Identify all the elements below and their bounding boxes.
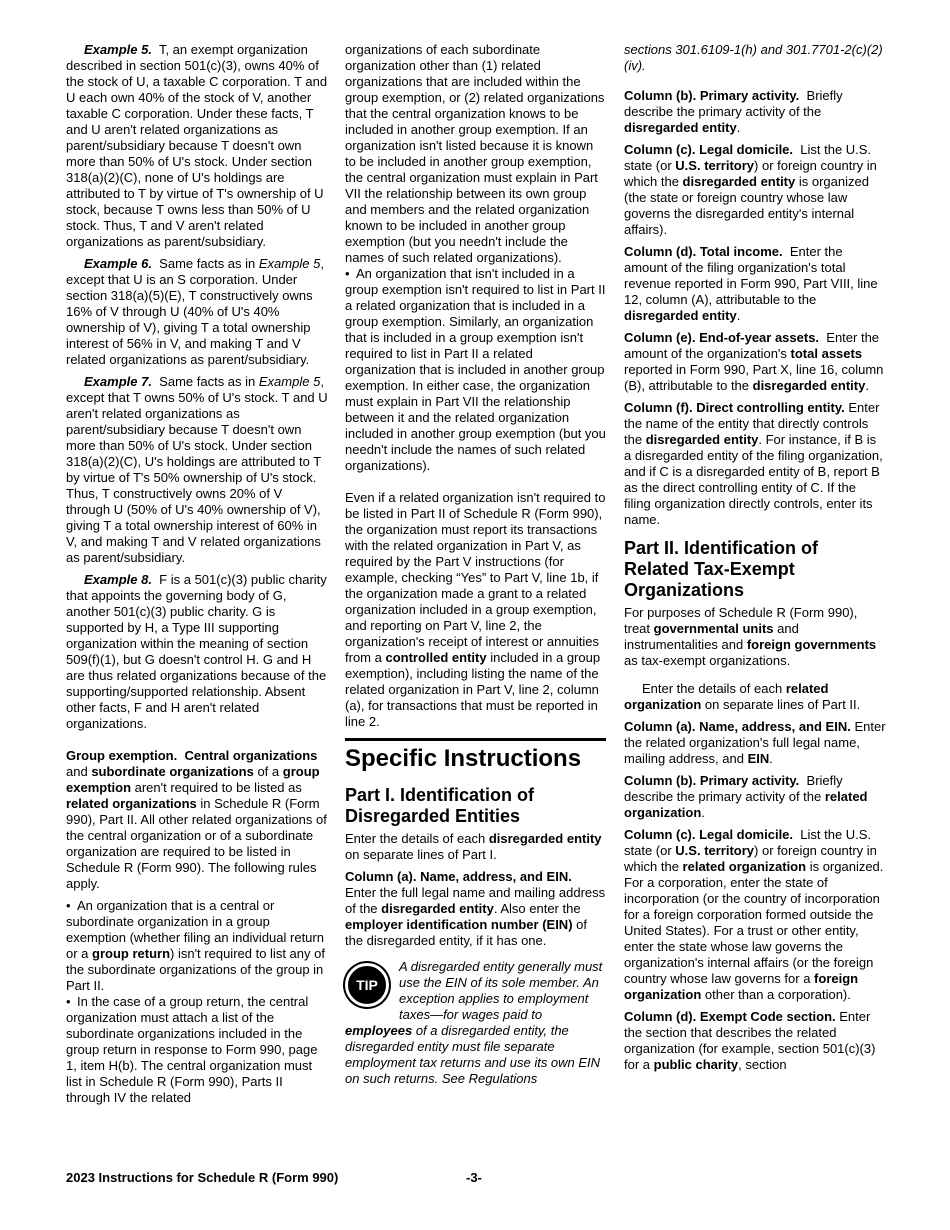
paragraph: Even if a related organization isn't required to be listed in Part II of Schedule R (Form 990), the organization must report its transactions with the related organization in Part V, as required by the Part V instructions (for example, checking “Yes” to Part V, line 1b, if the organization made a grant to a related organization included in a group exemption, and reporting on Part V, line 2, the organization's receipt of interest or annuities from a controlled entity included in a group exemption), including listing the name of the related organization in Part V, line 2, column (a), for transactions that must be reported in line 2. <box>345 490 606 729</box>
column-c-instructions: Column (c). Legal domicile. List the U.S. state (or U.S. territory) or foreign country in which the related organization is organized. For a corporation, enter the state of incorporation (or the country of incorporation for a foreign corporation formed outside the United States). For a trust or other entity, enter the state whose law governs the organization's internal affairs (or the foreign country whose law governs for a foreign organization other than a corporation). <box>624 827 884 1002</box>
part-heading: Part I. Identification of Disregarded Entities <box>345 785 535 826</box>
footer-title: 2023 Instructions for Schedule R (Form 990) <box>66 1170 339 1185</box>
column-f-instructions: Column (f). Direct controlling entity. Enter the name of the entity that directly controls the disregarded entity. For instance, if B is a disregarded entity of the filing organization, and if C is a disregarded entity of B, report B as the direct controlling entity of C. If the filing organization directly controls, enter its name. <box>624 400 883 527</box>
paragraph: organizations of each subordinate organization other than (1) related organizations that are included within the group exemption, or (2) related organizations that the central organization knows to be included in another group exemption. If an organization isn't listed because it is known to be included in another group exemption, the central organization must explain in Part VII the relationship between its own group and members and the related organization known to be included in another group exemption (but you needn't include the names of such related organizations). <box>345 42 605 265</box>
bullet-icon: • <box>66 898 71 913</box>
column-d-instructions: Column (d). Exempt Code section. Enter the section that describes the related organization (for example, section 501(c)(3) for a public charity, section <box>624 1009 876 1072</box>
paragraph: sections 301.6109-1(h) and 301.7701-2(c)(2)(iv). <box>624 42 883 73</box>
paragraph: Enter the details of each disregarded entity on separate lines of Part I. <box>345 831 602 862</box>
paragraph: Enter the details of each related organization on separate lines of Part II. <box>624 681 861 712</box>
paragraph: For purposes of Schedule R (Form 990), treat governmental units and instrumentalities and foreign governments as tax-exempt organizations. <box>624 605 877 668</box>
example-7: Example 7. Same facts as in Example 5, except that T owns 50% of U's stock. T and U aren't related organizations as parent/subsidiary because T doesn't own more than 50% of U's stock. Under section 318(a)(2)(C), U's holdings are attributed to T by virtue of T's 50% ownership of U's stock. Thus, T constructively owns 20% of V through U (50% of U's 40% ownership of V), giving T a total ownership interest of 60% in V, and making T and V related organizations as parent/subsidiary. <box>66 374 328 565</box>
bullet-item: • In the case of a group return, the central organization must attach a list of the subordinate organizations included in the group return in response to Form 990, page 1, item H(b). The central organization must list in Schedule R (Form 990), Parts II through IV the related <box>66 994 318 1105</box>
column-a-instructions: Column (a). Name, address, and EIN. Enter the related organization's full legal name, mailing address, and EIN. <box>624 719 886 766</box>
column-middle <box>345 42 606 1087</box>
column-b-instructions: Column (b). Primary activity. Briefly describe the primary activity of the related organization. <box>624 773 868 820</box>
bullet-item: • An organization that isn't included in a group exemption isn't required to list in Part II a related organization that is included in a group exemption. Similarly, an organization that is included in a group exemption isn't required to list in Part II a related organization that is included in another group exemption. In either case, the organization must explain in Part VII the relationship between it and the related organization included in another group exemption (but you needn't include the names of such related organizations). <box>345 266 606 473</box>
tip-icon: TIP <box>345 963 389 1007</box>
part-heading: Part II. Identification of Related Tax-Exempt Organizations <box>624 538 819 600</box>
tip-box: TIP A disregarded entity generally must use the EIN of its sole member. An exception applies to employment taxes—for wages paid to employees of a disregarded entity, the disregarded entity must file separate employment tax returns and use its own EIN on such returns. See Regulations <box>345 959 603 1086</box>
bullet-icon: • <box>345 266 350 281</box>
page-number: -3- <box>466 1170 482 1185</box>
column-e-instructions: Column (e). End-of-year assets. Enter the amount of the organization's total assets reported in Form 990, Part X, line 16, column (B), attributable to the disregarded entity. <box>624 330 884 393</box>
bullet-icon: • <box>66 994 71 1009</box>
section-heading: Specific Instructions <box>345 738 606 773</box>
column-right <box>624 42 886 1079</box>
column-left <box>66 42 328 1112</box>
column-d-instructions: Column (d). Total income. Enter the amount of the filing organization's total revenue reported in Form 990, Part VIII, line 12, column (A), attributable to the disregarded entity. <box>624 244 878 323</box>
column-a-instructions: Column (a). Name, address, and EIN. Enter the full legal name and mailing address of the disregarded entity. Also enter the employer identification number (EIN) of the disregarded entity, if it has one. <box>345 869 606 948</box>
bullet-item: • An organization that is a central or subordinate organization in a group exemption (whether filing an individual return or a group return) isn't required to list any of the subordinate organizations of the group in Part II. <box>66 898 325 993</box>
group-exemption: Group exemption. Central organizations and subordinate organizations of a group exemption aren't required to be listed as related organizations in Schedule R (Form 990), Part II. All other related organizations of the central organization or of a subordinate organization are required to be listed in Schedule R (Form 990). The following rules apply. <box>66 748 327 891</box>
example-8: Example 8. F is a 501(c)(3) public charity that appoints the governing body of G, another 501(c)(3) public charity. G is supported by H, a Type III supporting organization within the meaning of section 509(f)(1), but G doesn't control H. G and H are thus related organizations because of the supporting/supported relationship. Absent other facts, F and H aren't related organizations. <box>66 572 327 731</box>
example-6: Example 6. Same facts as in Example 5, except that U is an S corporation. Under section 318(a)(5)(E), T constructively owns 16% of V through U (40% of U's 40% ownership of V), giving T a total ownership interest of 56% in V, and making T and V related organizations as parent/subsidiary. <box>66 256 324 367</box>
column-b-instructions: Column (b). Primary activity. Briefly describe the primary activity of the disregarded entity. <box>624 88 843 135</box>
example-5: Example 5. T, an exempt organization described in section 501(c)(3), owns 40% of the stock of U, a taxable C corporation. T and U each own 40% of the stock of V, another taxable C corporation. Under these facts, T and U aren't related organizations as parent/subsidiary because T doesn't own more than 50% of U's stock. Under section 318(a)(2)(C), none of U's holdings are attributed to T by virtue of T's ownership of U stock, because T owns less than 50% of U stock. Thus, T and V aren't related organizations as parent/subsidiary. <box>66 42 328 249</box>
column-c-instructions: Column (c). Legal domicile. List the U.S. state (or U.S. territory) or foreign country in which the disregarded entity is organized (the state or foreign country whose law governs the disregarded entity's internal affairs). <box>624 142 877 237</box>
